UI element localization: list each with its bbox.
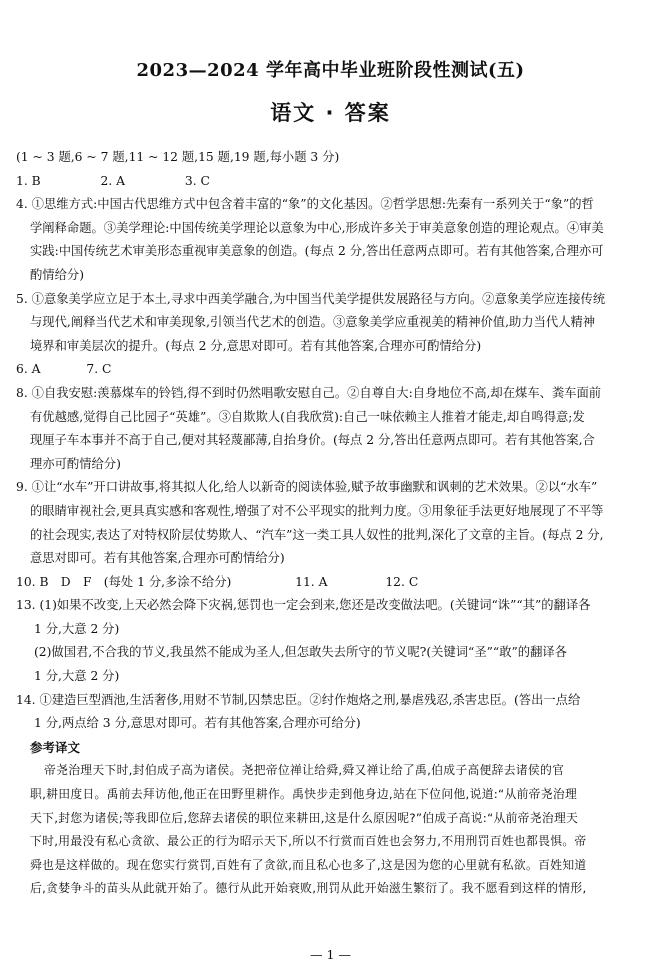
answer-q9-line-4: 意思对即可。若有其他答案,合理亦可酌情给分) <box>30 551 285 566</box>
answer-q4-line-3: 实践:中国传统艺术审美形态重视审美意象的创造。(每点 2 分,答出任意两点即可。若有其他答案,合理亦可 <box>30 244 604 259</box>
answer-q2: 2. A <box>100 173 126 188</box>
answer-q5-line-1: 5. ①意象美学应立足于本土,寻求中西美学融合,为中国当代美学提供发展路径与方向。②意象美学应连接传统 <box>16 291 606 306</box>
answer-q12: 12. C <box>385 574 419 589</box>
answer-q13-line-4: 1 分,大意 2 分) <box>34 669 120 684</box>
answer-q4-line-1: 4. ①思维方式:中国古代思维方式中包含着丰富的“象”的文化基因。②哲学思想:先秦有一系列关于“象”的哲 <box>16 197 594 212</box>
answer-q8-line-1: 8. ①自我安慰:羡慕煤车的铃铛,得不到时仍然唱歌安慰自己。②自尊自大:自身地位不高,却在煤车、粪车面前 <box>16 385 602 400</box>
scoring-note: (1 ~ 3 题,6 ~ 7 题,11 ~ 12 题,15 题,19 题,每小题 3 分) <box>16 150 340 164</box>
answer-q13-line-2: 1 分,大意 2 分) <box>34 621 120 636</box>
answer-q14-line-1: 14. ①建造巨型酒池,生活奢侈,用财不节制,囚禁忠臣。②纣作炮烙之刑,暴虐残忍,杀害忠臣。(答出一点给 <box>16 692 581 707</box>
answer-q3: 3. C <box>184 173 210 188</box>
answer-q13-line-3: (2)做国君,不合我的节义,我虽然不能成为圣人,但怎敢失去所守的节义呢?(关键词“圣”“敢”的翻译各 <box>34 645 567 660</box>
page-number: — 1 — <box>310 947 351 962</box>
answer-q8-line-3: 现厘子车本事并不高于自己,便对其轻蔑鄙薄,自抬身价。(每点 2 分,答出任意两点即可。若有其他答案,合 <box>30 433 595 448</box>
answer-row-1-3 <box>16 170 648 194</box>
answer-q8-line-4: 理亦可酌情给分) <box>30 456 121 471</box>
translation-line-3: 天下,封您为诸侯;等我即位后,您辞去诸侯的职位来耕田,这是什么原因呢?”伯成子高说:“从前帝尧治理天 <box>30 810 579 825</box>
answer-q9-line-2: 的眼睛审视社会,更具真实感和客观性,增强了对不公平现实的批判力度。③用象征手法更好地展现了不平等 <box>30 503 604 518</box>
answer-q10: 10. B D F (每处 1 分,多涂不给分) <box>16 574 232 589</box>
answer-q7: 7. C <box>86 362 112 377</box>
answer-q11: 11. A <box>295 574 328 589</box>
answer-row-10-12 <box>16 571 648 595</box>
answer-q6: 6. A <box>16 362 41 377</box>
answer-q1: 1. B <box>16 173 41 188</box>
answer-q13-line-1: 13. (1)如果不改变,上天必然会降下灾祸,惩罚也一定会到来,您还是改变做法吧。(关键词“诛”“其”的翻译各 <box>16 598 591 613</box>
answer-q5-line-2: 与现代,阐释当代艺术和审美现象,引领当代艺术的创造。③意象美学应重视美的精神价值,助力当代人精神 <box>30 315 596 330</box>
translation-line-2: 职,耕田度日。禹前去拜访他,他正在田野里耕作。禹快步走到他身边,站在下位问他,说道:“从前帝尧治理 <box>30 787 578 802</box>
answer-q8-line-2: 有优越感,觉得自己比园子“英雄”。③自欺欺人(自我欣赏):自己一味依赖主人推着才能走,却自鸣得意;发 <box>30 409 585 424</box>
translation-line-5: 舜也是这样做的。现在您实行赏罚,百姓有了贪欲,而且私心也多了,这是因为您的心里就有私欲。百姓知道 <box>30 857 587 872</box>
answer-subtitle: 语文 · 答案 <box>270 101 391 125</box>
answer-q4-line-2: 学阐释命题。③美学理论:中国传统美学理论以意象为中心,形成许多关于审美意象创造的理论观点。④审美 <box>30 220 604 235</box>
answer-q5-line-3: 境界和审美层次的提升。(每点 2 分,意思对即可。若有其他答案,合理亦可酌情给分) <box>30 338 482 353</box>
answer-q9-line-3: 的社会现实,表达了对特权阶层仗势欺人、“汽车”这一类工具人奴性的批判,深化了文章的主旨。(每点 2 分, <box>30 527 604 542</box>
exam-title: 2023—2024 学年高中毕业班阶段性测试(五) <box>136 60 525 81</box>
translation-line-1: 帝尧治理天下时,封伯成子高为诸侯。尧把帝位禅让给舜,舜又禅让给了禹,伯成子高便辞去诸侯的官 <box>44 763 565 778</box>
reference-translation-heading: 参考译文 <box>30 739 81 755</box>
answer-q4-line-4: 酌情给分) <box>30 267 84 282</box>
translation-line-6: 后,贪婪争斗的苗头从此就开始了。德行从此开始衰败,刑罚从此开始滋生繁衍了。我不愿看到这样的情形, <box>30 881 587 896</box>
answer-row-6-7 <box>16 358 648 382</box>
translation-line-4: 下时,用最没有私心贪欲、最公正的行为昭示天下,所以不行赏而百姓也会努力,不用刑罚百姓也都畏惧。帝 <box>30 834 587 849</box>
answer-q14-line-2: 1 分,两点给 3 分,意思对即可。若有其他答案,合理亦可给分) <box>34 716 361 731</box>
answer-q9-line-1: 9. ①让“水车”开口讲故事,将其拟人化,给人以新奇的阅读体验,赋予故事幽默和讽刺的艺术效果。②以“水车” <box>16 480 598 495</box>
answer-body <box>16 146 648 901</box>
